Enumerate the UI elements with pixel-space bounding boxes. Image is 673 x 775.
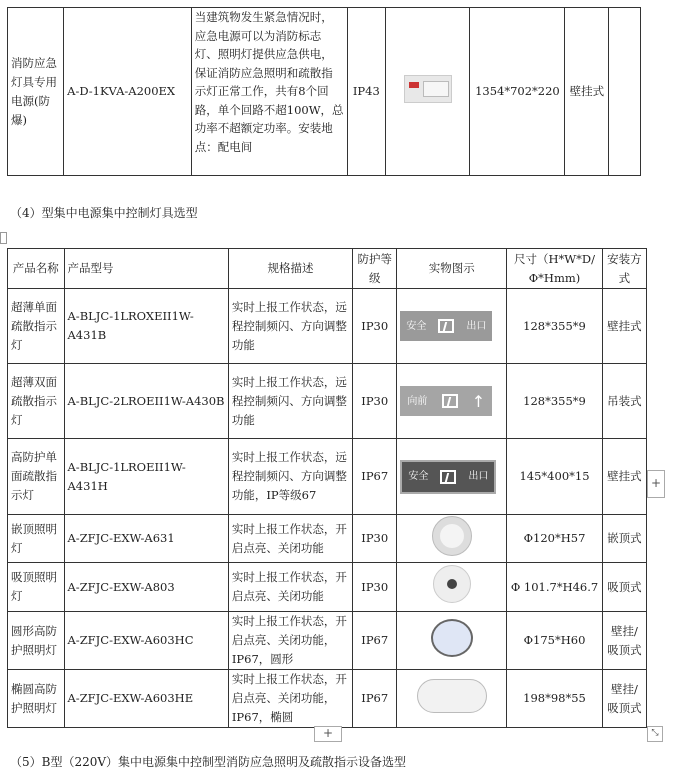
product-size: Φ120*H57	[507, 515, 603, 563]
header-model: 产品型号	[64, 249, 228, 289]
product-size: 198*98*55	[507, 670, 603, 728]
arrow-up-icon: ↑	[471, 391, 486, 411]
product-desc: 实时上报工作状态，远程控制频闪、方向调整功能	[228, 364, 352, 439]
protection-level: IP67	[353, 612, 397, 670]
product-size: Φ 101.7*H46.7	[507, 563, 603, 612]
add-column-button[interactable]: +	[647, 470, 665, 498]
product-size: 128*355*9	[507, 364, 603, 439]
direction-sign-image	[400, 386, 492, 416]
protection-level: IP67	[353, 670, 397, 728]
table-row	[8, 670, 647, 728]
table-row	[8, 289, 647, 364]
install-method: 吊装式	[602, 364, 646, 439]
product-model: A-D-1KVA-A200EX	[64, 8, 192, 176]
product-desc: 实时上报工作状态，开启点亮、关闭功能	[228, 563, 352, 612]
power-cabinet-image	[404, 75, 452, 103]
product-name: 高防护单面疏散指示灯	[8, 439, 65, 515]
protection-level: IP30	[353, 563, 397, 612]
table-row	[8, 612, 647, 670]
running-man-icon	[438, 319, 454, 333]
exit-sign-image	[400, 311, 492, 341]
install-method: 壁挂/吸顶式	[602, 670, 646, 728]
header-image: 实物图示	[397, 249, 507, 289]
section-caption-4: （4）型集中电源集中控制灯具选型	[10, 206, 198, 220]
product-name: 吸顶照明灯	[8, 563, 65, 612]
protection-level: IP30	[353, 364, 397, 439]
header-ip: 防护等级	[353, 249, 397, 289]
install-method: 嵌顶式	[602, 515, 646, 563]
product-image	[397, 364, 507, 439]
product-desc: 实时上报工作状态，远程控制频闪、方向调整功能，IP等级67	[228, 439, 352, 515]
sign-text-right: 出口	[466, 320, 487, 332]
product-image	[397, 515, 507, 563]
install-method: 吸顶式	[602, 563, 646, 612]
protection-level: IP30	[353, 289, 397, 364]
product-model: A-ZFJC-EXW-A603HE	[64, 670, 228, 728]
header-install: 安装方式	[602, 249, 646, 289]
product-image	[397, 612, 507, 670]
product-model: A-ZFJC-EXW-A803	[64, 563, 228, 612]
product-name: 嵌顶照明灯	[8, 515, 65, 563]
product-image	[397, 563, 507, 612]
running-man-icon	[440, 470, 456, 484]
power-supply-table	[7, 7, 641, 176]
product-desc: 实时上报工作状态，远程控制频闪、方向调整功能	[228, 289, 352, 364]
product-model: A-ZFJC-EXW-A603HC	[64, 612, 228, 670]
add-row-button[interactable]: +	[314, 726, 342, 742]
table-row	[8, 8, 641, 176]
install-method: 壁挂式	[565, 8, 609, 176]
sign-text-right: 出口	[468, 471, 489, 482]
ceiling-light-image	[433, 565, 471, 603]
product-size: Φ175*H60	[507, 612, 603, 670]
protection-level: IP43	[347, 8, 385, 176]
install-method: 壁挂/吸顶式	[602, 612, 646, 670]
product-name: 椭圆高防护照明灯	[8, 670, 65, 728]
product-name: 消防应急灯具专用电源(防爆)	[8, 8, 64, 176]
downlight-image	[432, 516, 472, 556]
header-desc: 规格描述	[228, 249, 352, 289]
lamp-selection-table	[7, 248, 647, 728]
product-model: A-BLJC-1LROEII1W-A431H	[64, 439, 228, 515]
install-method: 壁挂式	[602, 289, 646, 364]
empty-cell	[609, 8, 641, 176]
sign-text-left: 安全	[408, 471, 429, 482]
section-caption-5: （5）B型（220V）集中电源集中控制型消防应急照明及疏散指示设备选型	[10, 755, 407, 769]
product-desc: 当建筑物发生紧急情况时，应急电源可以为消防标志灯、照明灯提供应急供电，保证消防应急照明和疏散指示灯正常工作，共有8个回路，单个回路不超100W，总功率不超额定功率。安装地点：配电间	[191, 8, 347, 176]
product-name: 圆形高防护照明灯	[8, 612, 65, 670]
product-name: 超薄单面疏散指示灯	[8, 289, 65, 364]
product-desc: 实时上报工作状态，开启点亮、关闭功能，IP67，椭圆	[228, 670, 352, 728]
table-row	[8, 439, 647, 515]
sign-text-left: 安全	[406, 320, 427, 332]
protection-level: IP30	[353, 515, 397, 563]
product-image	[385, 8, 470, 176]
header-name: 产品名称	[8, 249, 65, 289]
protection-level: IP67	[353, 439, 397, 515]
product-desc: 实时上报工作状态，开启点亮、关闭功能，IP67，圆形	[228, 612, 352, 670]
oval-waterproof-light-image	[417, 679, 487, 713]
product-image	[397, 289, 507, 364]
table-row	[8, 515, 647, 563]
exit-sign-image	[400, 460, 496, 494]
product-name: 超薄双面疏散指示灯	[8, 364, 65, 439]
product-model: A-BLJC-2LROEII1W-A430B	[64, 364, 228, 439]
table-row	[8, 364, 647, 439]
product-size: 1354*702*220	[470, 8, 565, 176]
product-model: A-BLJC-1LROXEII1W-A431B	[64, 289, 228, 364]
table-handle-icon[interactable]	[0, 232, 7, 244]
product-model: A-ZFJC-EXW-A631	[64, 515, 228, 563]
sign-text-left: 向前	[407, 395, 428, 407]
product-image	[397, 439, 507, 515]
install-method: 壁挂式	[602, 439, 646, 515]
product-size: 145*400*15	[507, 439, 603, 515]
product-image	[397, 670, 507, 728]
header-size: 尺寸（H*W*D/Φ*Hmm)	[507, 249, 603, 289]
product-desc: 实时上报工作状态，开启点亮、关闭功能	[228, 515, 352, 563]
header-row	[8, 249, 647, 289]
resize-table-icon[interactable]: ⤡	[647, 726, 663, 742]
table-row	[8, 563, 647, 612]
round-waterproof-light-image	[431, 619, 473, 657]
product-size: 128*355*9	[507, 289, 603, 364]
running-man-icon	[442, 394, 458, 408]
